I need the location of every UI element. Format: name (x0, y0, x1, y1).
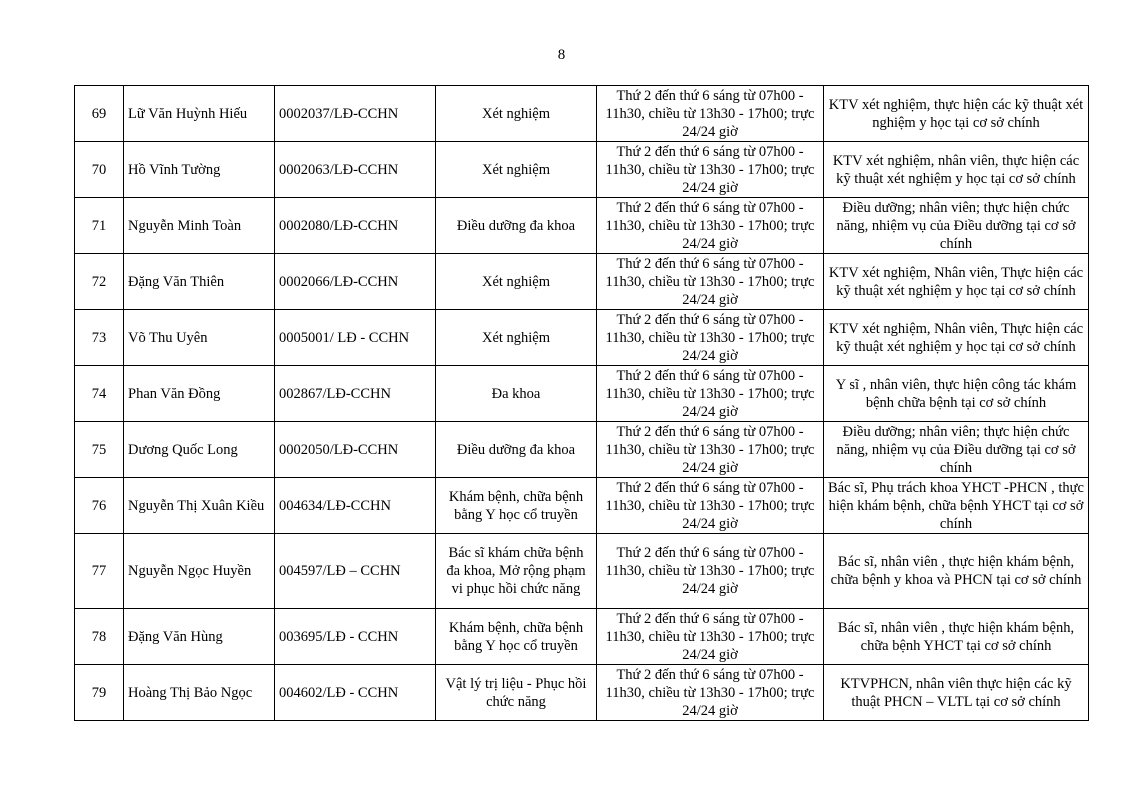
working-hours: Thứ 2 đến thứ 6 sáng từ 07h00 - 11h30, chiều từ 13h30 - 17h00; trực 24/24 giờ (597, 310, 824, 366)
table-row (75, 86, 1089, 142)
certificate-number: 0002063/LĐ-CCHN (275, 142, 436, 198)
position-duties: Bác sĩ, nhân viên , thực hiện khám bệnh, chữa bệnh YHCT tại cơ sở chính (824, 609, 1089, 665)
staff-name: Đặng Văn Thiên (124, 254, 275, 310)
staff-name: Phan Văn Đồng (124, 366, 275, 422)
position-duties: KTV xét nghiệm, Nhân viên, Thực hiện các kỹ thuật xét nghiệm y học tại cơ sở chính (824, 310, 1089, 366)
working-hours: Thứ 2 đến thứ 6 sáng từ 07h00 - 11h30, chiều từ 13h30 - 17h00; trực 24/24 giờ (597, 478, 824, 534)
specialty: Điều dưỡng đa khoa (436, 422, 597, 478)
table-row (75, 310, 1089, 366)
staff-name: Hoàng Thị Bảo Ngọc (124, 665, 275, 721)
specialty: Bác sĩ khám chữa bệnh đa khoa, Mở rộng phạm vi phục hồi chức năng (436, 534, 597, 609)
certificate-number: 004602/LĐ - CCHN (275, 665, 436, 721)
table-row (75, 534, 1089, 609)
working-hours: Thứ 2 đến thứ 6 sáng từ 07h00 - 11h30, chiều từ 13h30 - 17h00; trực 24/24 giờ (597, 366, 824, 422)
position-duties: KTV xét nghiệm, Nhân viên, Thực hiện các kỹ thuật xét nghiệm y học tại cơ sở chính (824, 254, 1089, 310)
row-number: 73 (75, 310, 124, 366)
specialty: Điều dưỡng đa khoa (436, 198, 597, 254)
working-hours: Thứ 2 đến thứ 6 sáng từ 07h00 - 11h30, chiều từ 13h30 - 17h00; trực 24/24 giờ (597, 198, 824, 254)
position-duties: KTV xét nghiệm, thực hiện các kỹ thuật xét nghiệm y học tại cơ sở chính (824, 86, 1089, 142)
table-row (75, 609, 1089, 665)
table-row (75, 142, 1089, 198)
certificate-number: 0002037/LĐ-CCHN (275, 86, 436, 142)
specialty: Xét nghiệm (436, 86, 597, 142)
position-duties: Y sĩ , nhân viên, thực hiện công tác khám bệnh chữa bệnh tại cơ sở chính (824, 366, 1089, 422)
position-duties: Bác sĩ, nhân viên , thực hiện khám bệnh, chữa bệnh y khoa và PHCN tại cơ sở chính (824, 534, 1089, 609)
specialty: Khám bệnh, chữa bệnh bằng Y học cổ truyền (436, 478, 597, 534)
position-duties: KTV xét nghiệm, nhân viên, thực hiện các kỹ thuật xét nghiệm y học tại cơ sở chính (824, 142, 1089, 198)
certificate-number: 004634/LĐ-CCHN (275, 478, 436, 534)
row-number: 76 (75, 478, 124, 534)
staff-name: Lữ Văn Huỳnh Hiếu (124, 86, 275, 142)
staff-table (74, 85, 1089, 721)
table-row (75, 665, 1089, 721)
certificate-number: 004597/LĐ – CCHN (275, 534, 436, 609)
row-number: 71 (75, 198, 124, 254)
staff-name: Nguyễn Ngọc Huyền (124, 534, 275, 609)
staff-name: Nguyễn Minh Toàn (124, 198, 275, 254)
position-duties: Điều dưỡng; nhân viên; thực hiện chức năng, nhiệm vụ của Điều dưỡng tại cơ sở chính (824, 422, 1089, 478)
specialty: Vật lý trị liệu - Phục hồi chức năng (436, 665, 597, 721)
working-hours: Thứ 2 đến thứ 6 sáng từ 07h00 - 11h30, chiều từ 13h30 - 17h00; trực 24/24 giờ (597, 534, 824, 609)
table-row (75, 366, 1089, 422)
row-number: 75 (75, 422, 124, 478)
certificate-number: 003695/LĐ - CCHN (275, 609, 436, 665)
row-number: 74 (75, 366, 124, 422)
certificate-number: 0002080/LĐ-CCHN (275, 198, 436, 254)
page-number: 8 (557, 47, 566, 63)
specialty: Đa khoa (436, 366, 597, 422)
row-number: 72 (75, 254, 124, 310)
certificate-number: 0005001/ LĐ - CCHN (275, 310, 436, 366)
table-row (75, 254, 1089, 310)
working-hours: Thứ 2 đến thứ 6 sáng từ 07h00 - 11h30, chiều từ 13h30 - 17h00; trực 24/24 giờ (597, 142, 824, 198)
working-hours: Thứ 2 đến thứ 6 sáng từ 07h00 - 11h30, chiều từ 13h30 - 17h00; trực 24/24 giờ (597, 86, 824, 142)
specialty: Khám bệnh, chữa bệnh bằng Y học cổ truyền (436, 609, 597, 665)
working-hours: Thứ 2 đến thứ 6 sáng từ 07h00 - 11h30, chiều từ 13h30 - 17h00; trực 24/24 giờ (597, 665, 824, 721)
position-duties: Điều dưỡng; nhân viên; thực hiện chức năng, nhiệm vụ của Điều dưỡng tại cơ sở chính (824, 198, 1089, 254)
specialty: Xét nghiệm (436, 310, 597, 366)
row-number: 69 (75, 86, 124, 142)
row-number: 79 (75, 665, 124, 721)
table-row (75, 478, 1089, 534)
working-hours: Thứ 2 đến thứ 6 sáng từ 07h00 - 11h30, chiều từ 13h30 - 17h00; trực 24/24 giờ (597, 422, 824, 478)
staff-name: Hồ Vĩnh Tường (124, 142, 275, 198)
certificate-number: 0002066/LĐ-CCHN (275, 254, 436, 310)
certificate-number: 002867/LĐ-CCHN (275, 366, 436, 422)
position-duties: Bác sĩ, Phụ trách khoa YHCT -PHCN , thực hiện khám bệnh, chữa bệnh YHCT tại cơ sở chính (824, 478, 1089, 534)
staff-name: Nguyễn Thị Xuân Kiều (124, 478, 275, 534)
table-row (75, 422, 1089, 478)
working-hours: Thứ 2 đến thứ 6 sáng từ 07h00 - 11h30, chiều từ 13h30 - 17h00; trực 24/24 giờ (597, 254, 824, 310)
row-number: 78 (75, 609, 124, 665)
staff-name: Võ Thu Uyên (124, 310, 275, 366)
row-number: 77 (75, 534, 124, 609)
specialty: Xét nghiệm (436, 142, 597, 198)
staff-name: Đặng Văn Hùng (124, 609, 275, 665)
specialty: Xét nghiệm (436, 254, 597, 310)
position-duties: KTVPHCN, nhân viên thực hiện các kỹ thuật PHCN – VLTL tại cơ sở chính (824, 665, 1089, 721)
certificate-number: 0002050/LĐ-CCHN (275, 422, 436, 478)
table-row (75, 198, 1089, 254)
staff-name: Dương Quốc Long (124, 422, 275, 478)
row-number: 70 (75, 142, 124, 198)
working-hours: Thứ 2 đến thứ 6 sáng từ 07h00 - 11h30, chiều từ 13h30 - 17h00; trực 24/24 giờ (597, 609, 824, 665)
